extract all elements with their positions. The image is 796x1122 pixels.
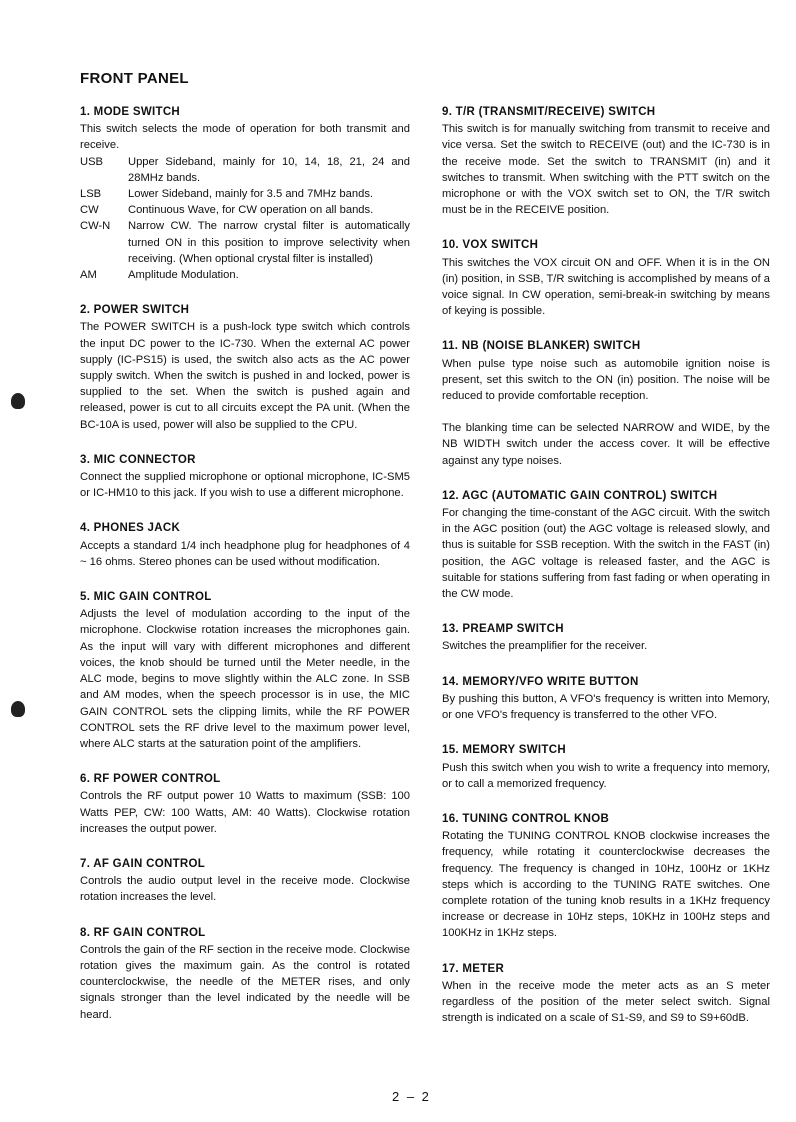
mode-item bbox=[80, 186, 410, 202]
section-af-gain-control bbox=[80, 856, 410, 906]
section-heading: 4. PHONES JACK bbox=[80, 522, 181, 535]
section-heading: 1. MODE SWITCH bbox=[80, 106, 181, 118]
section-heading: 14. MEMORY/VFO WRITE BUTTON bbox=[442, 675, 639, 688]
section-phones-jack bbox=[80, 520, 410, 570]
section-agc-switch bbox=[442, 488, 770, 602]
section-nb-switch bbox=[442, 338, 770, 468]
section-body: Controls the RF output power 10 Watts to maximum (SSB: 100 Watts PEP, CW: 100 Watts, AM: 40 Watts). Clockwise rotation increases the output power. bbox=[80, 790, 410, 835]
section-body: Adjusts the level of modulation according to the input of the microphone. Clockwise rotation increases the microphones gain. As the input will vary with different microphones and different voices, the knob should be turned until the Meter needle, in the ALC mode, begins to move slightly within the ALC zone. In SSB and AM modes, when the speech processor is in use, the MIC GAIN CONTROL sets the clipping limits, while the RF POWER CONTROL sets the RF drive level to the maximum power level, where ALC starts at the saturation point of the amplifiers. bbox=[80, 608, 410, 750]
section-heading: 12. AGC (AUTOMATIC GAIN CONTROL) SWITCH bbox=[442, 489, 718, 502]
mode-item bbox=[80, 202, 410, 218]
mode-item bbox=[80, 154, 410, 186]
section-heading: 6. RF POWER CONTROL bbox=[80, 773, 221, 786]
section-body: By pushing this button, A VFO's frequency is written into Memory, or one VFO's frequency is transferred to the other VFO. bbox=[442, 692, 770, 722]
mode-code: CW-N bbox=[80, 220, 111, 233]
section-rf-power-control bbox=[80, 771, 410, 837]
section-body: This switch is for manually switching from transmit to receive and vice versa. Set the switch to RECEIVE (out) and the IC-730 is in the receive mode. Set the switch to TRANSMIT (in) and it switches to transmit. When switching with the PTT switch on the microphone or with the VOX switch set to ON, the T/R switch must be in the RECEIVE position. bbox=[442, 123, 770, 217]
section-heading: 15. MEMORY SWITCH bbox=[442, 744, 566, 757]
section-heading: 16. TUNING CONTROL KNOB bbox=[442, 812, 610, 825]
section-mode-switch bbox=[80, 104, 410, 283]
page-number: 2 – 2 bbox=[392, 1089, 431, 1104]
section-rf-gain-control bbox=[80, 925, 410, 1023]
mode-description: Lower Sideband, mainly for 3.5 and 7MHz bands. bbox=[128, 188, 374, 201]
mode-code: CW bbox=[80, 204, 99, 217]
section-body: This switches the VOX circuit ON and OFF. When it is in the ON (in) position, in SSB, T/R switching is accomplished by means of a voice signal. In CW operation, semi-break-in switching by means of keying is possible. bbox=[442, 256, 770, 318]
left-column bbox=[80, 104, 410, 1042]
section-memory-switch bbox=[442, 742, 770, 792]
section-mic-connector bbox=[80, 452, 410, 502]
section-body: Connect the supplied microphone or optional microphone, IC-SM5 or IC-HM10 to this jack. If you wish to use a different microphone. bbox=[80, 471, 410, 500]
section-body: When pulse type noise such as automobile ignition noise is present, set this switch to the ON (in) position. The noise will be reduced to provide comfortable reception. bbox=[442, 357, 770, 403]
section-body: Rotating the TUNING CONTROL KNOB clockwise increases the frequency, while rotating it counterclockwise decreases the frequency. The frequency is changed in 10Hz, 100Hz or 1KHz steps which is according to the TUNING RATE switches. One complete rotation of the tuning knob results in a 1KHz frequency increase or decrease in 10Hz steps, 10KHz in 100Hz steps and 100KHz in 1KHz steps. bbox=[442, 830, 770, 940]
section-heading: 9. T/R (TRANSMIT/RECEIVE) SWITCH bbox=[442, 106, 656, 118]
section-body: When in the receive mode the meter acts as an S meter regardless of the position of the meter select switch. Signal strength is indicated on a scale of S1-S9, and S9 to S9+60dB. bbox=[442, 979, 770, 1025]
mode-description: Upper Sideband, mainly for 10, 14, 18, 21, 24 and 28MHz bands. bbox=[128, 155, 410, 184]
mode-code: LSB bbox=[80, 188, 102, 201]
section-body-continued: The blanking time can be selected NARROW and WIDE, by the NB WIDTH switch under the access cover. It will be effective against any type noises. bbox=[442, 422, 770, 467]
section-body: Accepts a standard 1/4 inch headphone plug for headphones of 4 ~ 16 ohms. Stereo phones can be used without modification. bbox=[80, 539, 410, 568]
binder-hole-mark bbox=[11, 393, 25, 409]
section-intro: This switch selects the mode of operation for both transmit and receive. bbox=[80, 123, 410, 152]
section-mic-gain-control bbox=[80, 589, 410, 752]
section-memory-vfo-write-button bbox=[442, 674, 770, 724]
right-column bbox=[442, 104, 770, 1045]
section-heading: 5. MIC GAIN CONTROL bbox=[80, 591, 212, 604]
mode-description: Continuous Wave, for CW operation on all bands. bbox=[128, 204, 374, 217]
section-meter bbox=[442, 961, 770, 1027]
section-heading: 7. AF GAIN CONTROL bbox=[80, 857, 206, 870]
section-body: For changing the time-constant of the AGC circuit. With the switch in the AGC position (out) the AGC voltage is released slowly, and thus is suitable for SSB reception. With the switch in the FAST (in) position, the AGC voltage is released faster, and the AGC is suitable for stations suffering from fast fading or when operating in the CW mode. bbox=[442, 507, 770, 601]
section-tr-switch bbox=[442, 104, 770, 218]
section-tuning-control-knob bbox=[442, 811, 770, 942]
section-body: Switches the preamplifier for the receiver. bbox=[442, 640, 648, 653]
mode-code: USB bbox=[80, 155, 104, 168]
section-body: Push this switch when you wish to write a frequency into memory, or to call a memorized frequency. bbox=[442, 761, 770, 790]
section-power-switch bbox=[80, 302, 410, 433]
mode-code: AM bbox=[80, 269, 97, 282]
binder-hole-mark bbox=[11, 701, 25, 717]
mode-item bbox=[80, 218, 410, 267]
section-heading: 8. RF GAIN CONTROL bbox=[80, 926, 206, 939]
section-body: Controls the audio output level in the receive mode. Clockwise rotation increases the level. bbox=[80, 875, 410, 904]
section-heading: 13. PREAMP SWITCH bbox=[442, 623, 564, 636]
mode-description: Narrow CW. The narrow crystal filter is automatically turned ON in this position to improve selectivity when receiving. (When optional crystal filter is installed) bbox=[128, 220, 410, 265]
mode-description: Amplitude Modulation. bbox=[128, 269, 239, 282]
section-heading: 10. VOX SWITCH bbox=[442, 239, 539, 252]
mode-item bbox=[80, 267, 410, 283]
section-heading: 17. METER bbox=[442, 962, 505, 975]
section-body: Controls the gain of the RF section in the receive mode. Clockwise rotation gives the maximum gain. As the control is rotated counterclockwise, the needle of the METER rises, and only signals stronger than the level indicated by the needle will be heard. bbox=[80, 943, 410, 1021]
section-vox-switch bbox=[442, 237, 770, 319]
section-heading: 2. POWER SWITCH bbox=[80, 304, 190, 317]
section-heading: 11. NB (NOISE BLANKER) SWITCH bbox=[442, 340, 641, 353]
section-body: The POWER SWITCH is a push-lock type switch which controls the input DC power to the IC-730. When the external AC power supply (IC-PS15) is used, the switch also acts as the AC power supply switch. When the switch is pushed in and locked, power is supplied to the set. When the switch is pushed again and released, power is cut to all circuits except the PA unit. (When the BC-10A is used, power will also be supplied to the CPU. bbox=[80, 321, 410, 431]
page-title: FRONT PANEL bbox=[80, 70, 189, 87]
section-heading: 3. MIC CONNECTOR bbox=[80, 453, 196, 466]
section-preamp-switch bbox=[442, 621, 770, 654]
